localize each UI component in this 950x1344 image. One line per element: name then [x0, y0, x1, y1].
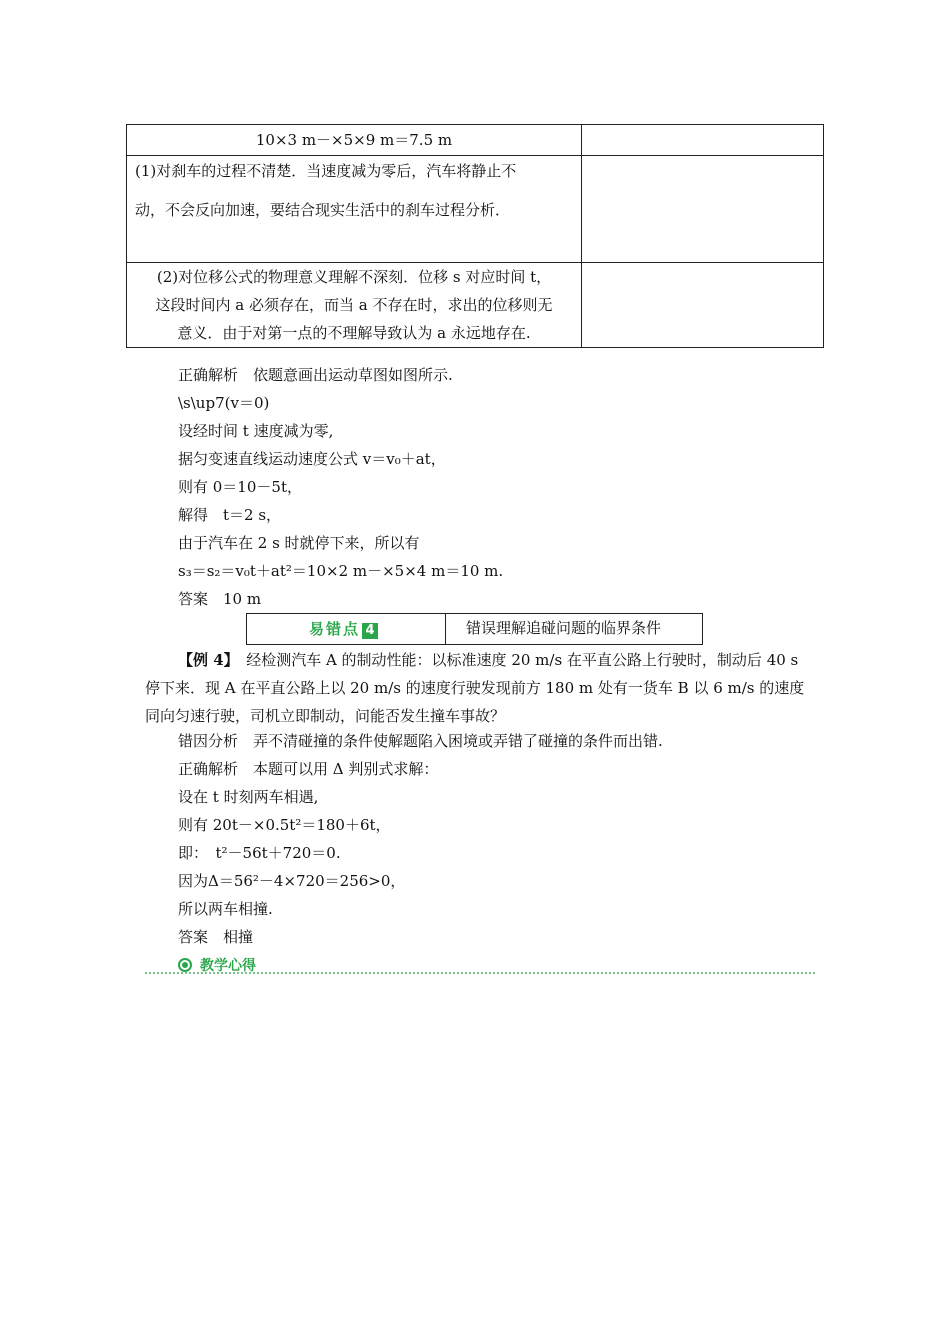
- solution-line: 解得 t＝2 s，: [178, 506, 282, 524]
- solution-line: 由于汽车在 2 s 时就停下来，所以有: [178, 534, 420, 552]
- point-2-line-c: 意义．由于对第一点的不理解导致认为 a 永远地存在.: [177, 324, 531, 342]
- error-point-banner: [246, 613, 703, 645]
- solution-line: 所以两车相撞.: [178, 900, 273, 918]
- table-cell-formula: 10×3 m－×5×9 m＝7.5 m: [127, 125, 582, 156]
- table-cell-point-1: [127, 156, 582, 263]
- dotted-divider: [145, 972, 815, 974]
- point-1-line-b: 动，不会反向加速，要结合现实生活中的刹车过程分析．: [135, 201, 511, 219]
- teaching-notes-label: 教学心得: [200, 958, 256, 974]
- answer-line: 答案 10 m: [178, 590, 262, 608]
- error-point-title: 错误理解追碰问题的临界条件: [466, 619, 662, 637]
- solution-line: 据匀变速直线运动速度公式 v＝v₀＋at，: [178, 450, 446, 468]
- example-4: [145, 646, 811, 730]
- table-cell-point-2: [127, 263, 582, 348]
- solution-line: 设经时间 t 速度减为零,: [178, 422, 334, 440]
- solution-line: 即： t²－56t＋720＝0.: [178, 844, 341, 862]
- error-point-number: 4: [362, 623, 378, 639]
- circle-icon: [178, 958, 192, 972]
- point-2-line-b: 这段时间内 a 必须存在，而当 a 不存在时，求出的位移则无: [155, 296, 553, 314]
- point-2-line-a: (2)对位移公式的物理意义理解不深刻．位移 s 对应时间 t，: [156, 268, 552, 286]
- solution-line: 因为Δ＝56²－4×720＝256>0，: [178, 872, 406, 890]
- error-cause: 错因分析 弄不清碰撞的条件使解题陷入困境或弄错了碰撞的条件而出错.: [178, 732, 663, 750]
- error-point-label: 易错点: [309, 620, 361, 638]
- solution-heading: 正确解析 本题可以用 Δ 判别式求解：: [178, 760, 439, 778]
- solution-line: 则有 20t－×0.5t²＝180＋6t，: [178, 816, 391, 834]
- error-point-tag: [247, 614, 446, 644]
- diagram-placeholder: \s\up7(v＝0): [178, 394, 270, 412]
- solution-line: 则有 0＝10－5t，: [178, 478, 302, 496]
- table-cell-empty: [582, 156, 824, 263]
- error-analysis-table: [126, 124, 824, 348]
- solution-line: s₃＝s₂＝v₀t＋at²＝10×2 m－×5×4 m＝10 m.: [178, 562, 504, 580]
- answer-line: 答案 相撞: [178, 928, 254, 946]
- solution-heading: 正确解析 依题意画出运动草图如图所示.: [178, 366, 453, 384]
- solution-line: 设在 t 时刻两车相遇,: [178, 788, 319, 806]
- table-cell-empty: [582, 263, 824, 348]
- example-tag: 【例 4】: [178, 651, 232, 669]
- example-text: 经检测汽车 A 的制动性能：以标准速度 20 m/s 在平直公路上行驶时，制动后 40 s 停下来．现 A 在平直公路上以 20 m/s 的速度行驶发现前方 180 m 处有一货车 B 以 6 m/s 的速度同向匀速行驶，司机立即制动，问能否发生撞车事故？: [145, 651, 805, 725]
- point-1-line-a: (1)对刹车的过程不清楚．当速度减为零后，汽车将静止不: [135, 162, 517, 180]
- table-cell-empty: [582, 125, 824, 156]
